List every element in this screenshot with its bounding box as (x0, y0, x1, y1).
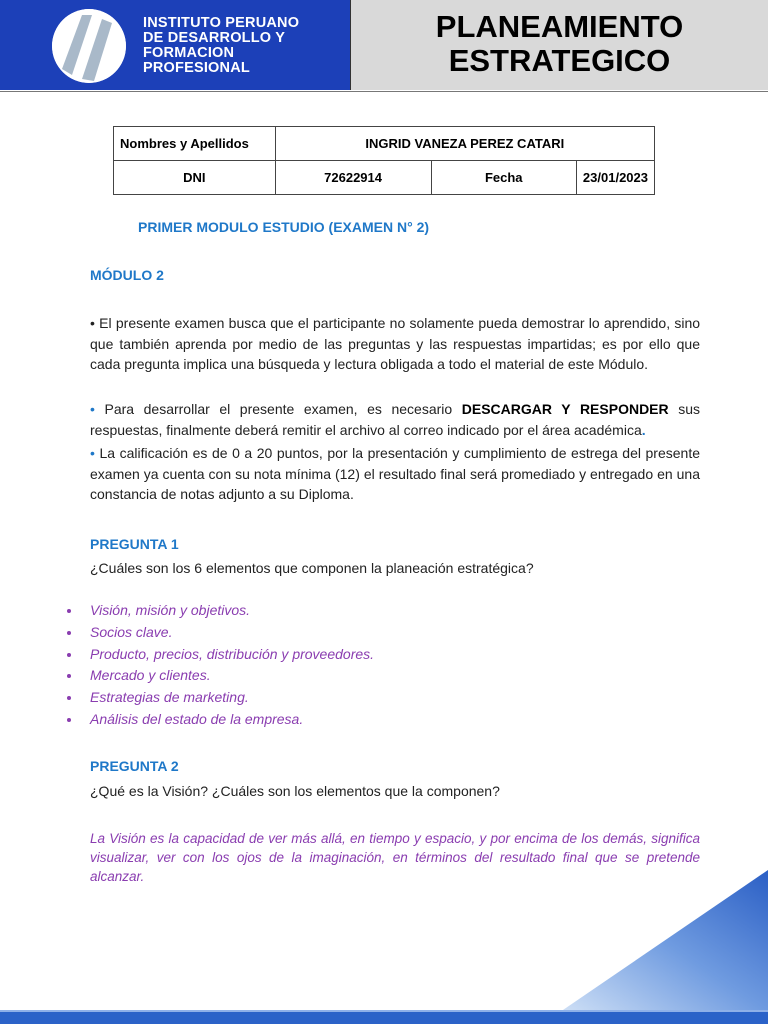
list-item: Estrategias de marketing. (60, 687, 374, 709)
list-item: Análisis del estado de la empresa. (60, 709, 374, 731)
institute-logo-icon (52, 9, 126, 83)
question-2-text: ¿Qué es la Visión? ¿Cuáles son los elementos que la componen? (90, 783, 500, 799)
instruction-text: Para desarrollar el presente examen, es necesario (104, 401, 453, 417)
module-title: PRIMER MODULO ESTUDIO (EXAMEN N° 2) (138, 219, 430, 235)
name-label: Nombres y Apellidos (114, 127, 276, 161)
institute-name-line: FORMACION (143, 45, 235, 61)
institute-name-line: INSTITUTO PERUANO (143, 15, 300, 31)
date-value: 23/01/2023 (576, 161, 654, 195)
instruction-period: . (641, 421, 646, 438)
bullet-icon: • (90, 445, 95, 461)
question-2-answer: La Visión es la capacidad de ver más allá, en tiempo y espacio, y por encima de los demás, significa visualizar, ver con los ojos de la imaginación, en términos del resultado final que se pretende alcanzar. (90, 831, 700, 884)
page-header (0, 0, 768, 92)
bullet-icon: • (90, 315, 95, 331)
question-1-text: ¿Cuáles son los 6 elementos que componen la planeación estratégica? (90, 560, 534, 576)
institute-name-line: PROFESIONAL (143, 60, 250, 76)
instruction-text: El presente examen busca que el participante no solamente pueda demostrar lo aprendido, sino que también aprenda por medio de las preguntas y las respuestas impartidas; es por ello que cada pregunta implica una búsqueda y lectura obligada a todo el material de este Módulo. (90, 315, 701, 372)
list-item: Producto, precios, distribución y proveedores. (60, 644, 374, 666)
document-title-line: ESTRATEGICO (448, 43, 671, 78)
list-item: Mercado y clientes. (60, 665, 374, 687)
instruction-emphasis: DESCARGAR Y RESPONDER (461, 401, 669, 417)
instruction-paragraph (90, 313, 700, 375)
document-title-line: PLANEAMIENTO (435, 9, 684, 44)
dni-label: DNI (114, 161, 276, 195)
student-info-table (113, 126, 655, 195)
dni-value: 72622914 (275, 161, 431, 195)
bullet-icon: • (90, 401, 95, 417)
question-1-answers (60, 600, 374, 731)
module-heading: MÓDULO 2 (90, 267, 164, 283)
instruction-text: La calificación es de 0 a 20 puntos, por la presentación y cumplimiento de estrega del presente examen ya cuenta con su nota mínima (12) el resultado final será promediado y entregado en una constancia de notas adjunto a su Diploma. (90, 445, 701, 502)
instruction-text: sus respuestas, finalmente deberá remitir el archivo al correo indicado por el área académica (90, 401, 701, 438)
footer-bar (0, 1012, 768, 1024)
table-row (114, 161, 655, 195)
question-2-heading: PREGUNTA 2 (90, 758, 179, 774)
corner-decoration (560, 870, 768, 1012)
institute-name (143, 16, 299, 76)
instruction-paragraph (90, 399, 700, 440)
table-row (114, 127, 655, 161)
instruction-paragraph (90, 443, 700, 505)
date-label: Fecha (431, 161, 576, 195)
list-item: Visión, misión y objetivos. (60, 600, 374, 622)
list-item: Socios clave. (60, 622, 374, 644)
name-value: INGRID VANEZA PEREZ CATARI (275, 127, 654, 161)
question-1-heading: PREGUNTA 1 (90, 536, 179, 552)
institute-brand (0, 0, 351, 90)
document-title-box (351, 0, 768, 90)
institute-name-line: DE DESARROLLO Y (143, 30, 286, 46)
